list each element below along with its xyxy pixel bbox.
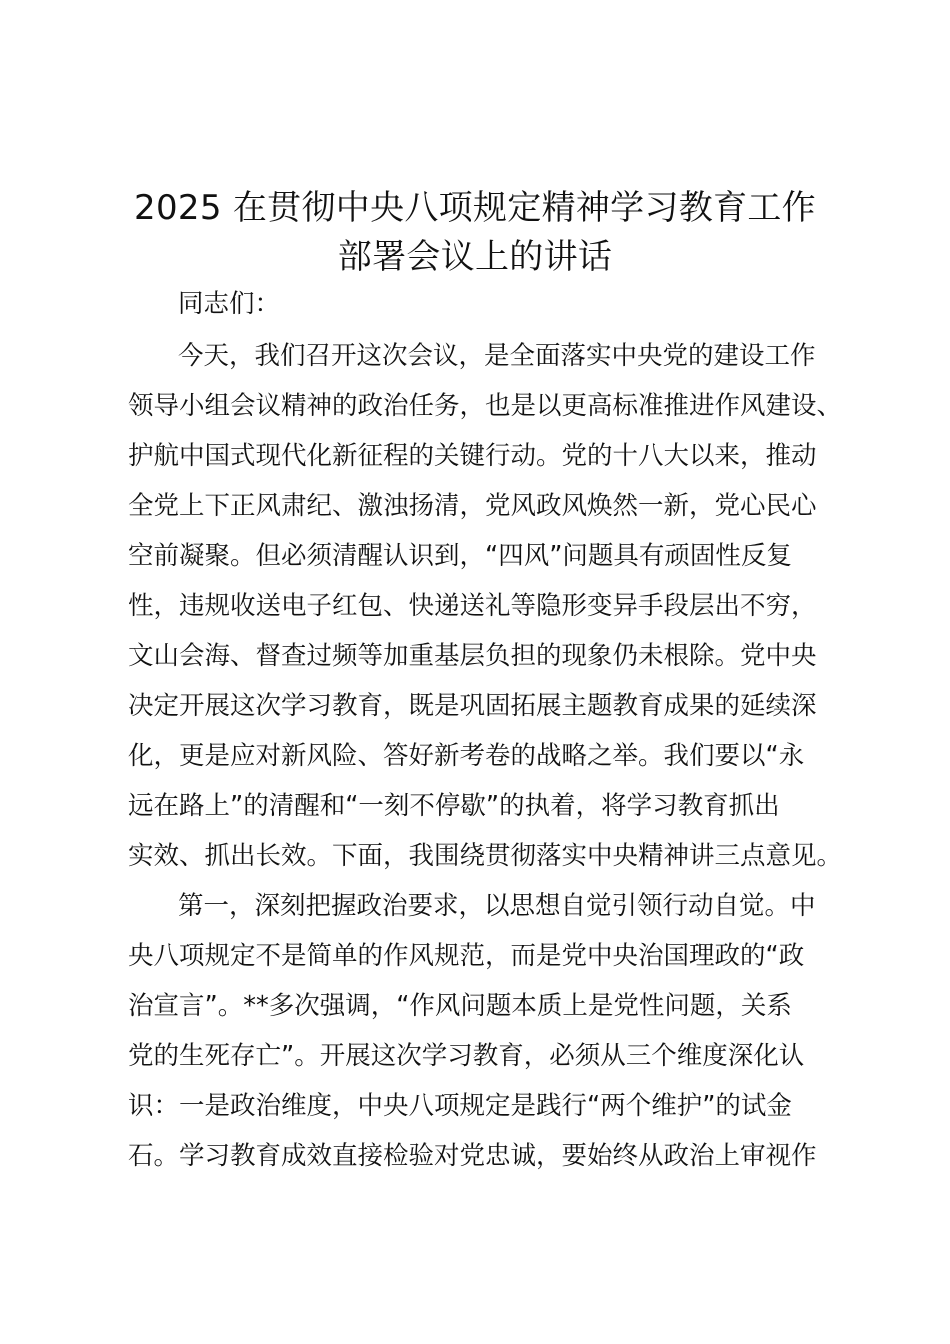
paragraph-2-line-4: 党的生死存亡”。开展这次学习教育，必须从三个维度深化认	[128, 1041, 805, 1071]
paragraph-1-line-5: 空前凝聚。但必须清醒认识到，“四风”问题具有顽固性反复	[128, 541, 792, 571]
paragraph-1-line-6: 性，违规收送电子红包、快递送礼等隐形变异手段层出不穷，	[128, 591, 817, 621]
paragraph-1-line-8: 决定开展这次学习教育，既是巩固拓展主题教育成果的延续深	[128, 691, 817, 721]
title-line-1: 2025 在贯彻中央八项规定精神学习教育工作	[134, 188, 816, 228]
paragraph-2-line-2: 央八项规定不是简单的作风规范，而是党中央治国理政的“政	[128, 941, 805, 971]
paragraph-1-line-9: 化，更是应对新风险、答好新考卷的战略之举。我们要以“永	[128, 741, 805, 771]
paragraph-1-line-10: 远在路上”的清醒和“一刻不停歇”的执着，将学习教育抓出	[128, 791, 780, 821]
paragraph-1-line-7: 文山会海、督查过频等加重基层负担的现象仍未根除。党中央	[128, 641, 817, 671]
paragraph-2-line-5: 识：一是政治维度，中央八项规定是践行“两个维护”的试金	[128, 1091, 792, 1121]
paragraph-2-line-1: 第一，深刻把握政治要求，以思想自觉引领行动自觉。中	[178, 891, 816, 921]
paragraph-1-line-4: 全党上下正风肃纪、激浊扬清，党风政风焕然一新，党心民心	[128, 491, 817, 521]
paragraph-1-line-3: 护航中国式现代化新征程的关键行动。党的十八大以来，推动	[128, 441, 817, 471]
paragraph-1-line-2: 领导小组会议精神的政治任务，也是以更高标准推进作风建设、	[128, 391, 843, 421]
paragraph-2-line-3: 治宣言”。**多次强调，“作风问题本质上是党性问题，关系	[128, 991, 792, 1021]
paragraph-1-line-11: 实效、抓出长效。下面，我围绕贯彻落实中央精神讲三点意见。	[128, 841, 843, 871]
title-line-2: 部署会议上的讲话	[337, 237, 613, 277]
paragraph-2-line-6: 石。学习教育成效直接检验对党忠诚，要始终从政治上审视作	[128, 1141, 817, 1171]
paragraph-1-line-1: 今天，我们召开这次会议，是全面落实中央党的建设工作	[178, 341, 816, 371]
salutation: 同志们：	[178, 289, 281, 319]
